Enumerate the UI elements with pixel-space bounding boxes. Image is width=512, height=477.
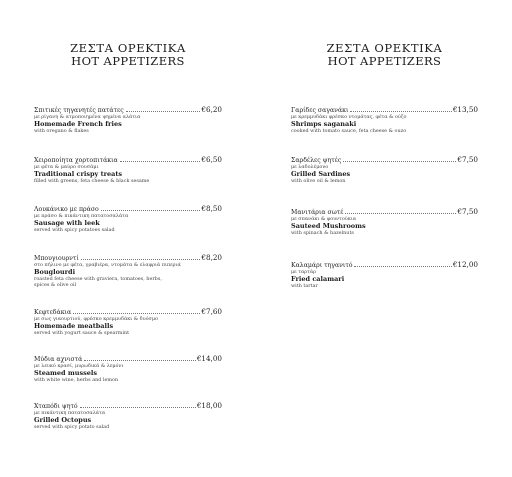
item-price: €13,50 bbox=[452, 105, 478, 114]
dot-leader bbox=[350, 111, 451, 112]
dot-leader bbox=[126, 111, 201, 112]
item-name-english: Traditional crispy treats bbox=[34, 170, 123, 179]
item-name-greek: Χειροποίητα χορτοπιτάκια bbox=[34, 157, 118, 164]
item-description-greek: με σπανάκι & φουντούκια bbox=[291, 216, 357, 222]
dot-leader bbox=[73, 313, 200, 314]
item-description-english: with oregano & flakes bbox=[34, 128, 89, 135]
item-description-english: served with yogurt sauce & spearmint bbox=[34, 330, 130, 337]
dot-leader bbox=[81, 259, 201, 260]
item-name-english: Homemade meatballs bbox=[34, 322, 114, 331]
item-description-greek: με λευκό κρασί, μυρωδικά & λεμόνι bbox=[34, 363, 124, 369]
item-price: €7,60 bbox=[201, 307, 222, 316]
item-name-english: Sausage with leek bbox=[34, 219, 100, 228]
menu-item bbox=[34, 307, 222, 336]
section-title-english: HOT APPETIZERS bbox=[71, 54, 185, 68]
menu-item bbox=[34, 253, 222, 289]
item-description-greek: με φέτα & μαύρο σουσάμι bbox=[34, 164, 99, 170]
dot-leader bbox=[120, 161, 201, 162]
item-name-english: Grilled Sardines bbox=[291, 170, 351, 179]
menu-item bbox=[291, 260, 478, 289]
dot-leader bbox=[354, 266, 451, 267]
item-price: €7,50 bbox=[457, 155, 478, 164]
item-name-greek: Γαρίδες σαγανάκι bbox=[291, 107, 349, 114]
item-description-english: cooked with tomato sauce, feta cheese & ouzo bbox=[291, 128, 407, 135]
item-name-greek: Μανιτάρια σωτέ bbox=[291, 209, 344, 216]
item-price: €12,00 bbox=[452, 260, 478, 269]
item-price: €8,50 bbox=[201, 204, 222, 213]
menu-item bbox=[34, 354, 222, 383]
item-description-english: with white wine, herbs and lemon bbox=[34, 377, 119, 384]
item-description-greek: με πράσο & πικάντικη πατατοσαλάτα bbox=[34, 213, 129, 219]
item-name-greek: Σαρδέλες ψητές bbox=[291, 157, 342, 164]
section-title-greek: ΖΕΣΤΑ ΟΡΕΚΤΙΚΑ bbox=[326, 41, 443, 55]
item-name-greek: Μύδια αχνιστά bbox=[34, 356, 83, 363]
item-description-english: served with spicy potato salad bbox=[34, 424, 110, 431]
section-heading bbox=[34, 42, 222, 68]
item-name-english: Grilled Octopus bbox=[34, 416, 92, 425]
menu-item bbox=[291, 105, 478, 134]
item-description-english: served with spicy potatoes salad bbox=[34, 227, 115, 234]
item-name-english: Fried calamari bbox=[291, 275, 345, 284]
item-description-greek: με λαδολέμονο bbox=[291, 164, 329, 170]
menu-item bbox=[291, 155, 478, 184]
item-description-english: roasted feta cheese with graviera, tomatoes, herbs, bbox=[34, 276, 162, 283]
item-description-greek: με σως γιαουρτιού, φρέσκο κρεμμυδάκι & δυόσμο bbox=[34, 316, 159, 322]
item-name-english: Sauteed Mushrooms bbox=[291, 222, 366, 231]
item-name-greek: Χταπόδι ψητό bbox=[34, 403, 78, 410]
item-description-greek: στο πήλινο με φέτα, γραβιέρα, ντομάτα & ελαφριά πιπεριά bbox=[34, 262, 181, 268]
item-name-greek: Μπουγιουρντί bbox=[34, 255, 79, 262]
item-description-english: with olive oil & lemon bbox=[291, 178, 346, 185]
dot-leader bbox=[80, 407, 196, 408]
item-price: €7,50 bbox=[457, 207, 478, 216]
item-name-english: Steamed mussels bbox=[34, 369, 98, 378]
item-description-english: filled with greens, feta cheese & black sesame bbox=[34, 178, 150, 185]
item-price: €6,20 bbox=[201, 105, 222, 114]
item-name-english: Homemade French fries bbox=[34, 120, 122, 129]
item-name-english: Bouglourdi bbox=[34, 268, 76, 277]
section-title-greek: ΖΕΣΤΑ ΟΡΕΚΤΙΚΑ bbox=[70, 41, 186, 55]
item-name-greek: Σπιτικές τηγανητές πατάτες bbox=[34, 107, 124, 114]
dot-leader bbox=[101, 210, 201, 211]
item-description-english: with spinach & hazelnuts bbox=[291, 230, 354, 237]
menu-item bbox=[291, 207, 478, 236]
item-price: €14,00 bbox=[196, 354, 222, 363]
menu-item bbox=[34, 105, 222, 134]
section-title-english: HOT APPETIZERS bbox=[327, 54, 442, 68]
menu-item bbox=[34, 155, 222, 184]
item-price: €6,50 bbox=[201, 155, 222, 164]
menu-item bbox=[34, 401, 222, 430]
item-name-greek: Λουκάνικο με πράσο bbox=[34, 206, 99, 213]
item-description-english-cont: spices & olive oil bbox=[34, 282, 77, 289]
item-name-greek: Καλαμάρι τηγανιτό bbox=[291, 262, 353, 269]
dot-leader bbox=[84, 360, 196, 361]
item-description-greek: με ταρτάρ bbox=[291, 269, 317, 275]
item-description-greek: με πικάντικη πατατοσαλάτα bbox=[34, 410, 106, 416]
item-name-english: Shrimps saganaki bbox=[291, 120, 357, 129]
item-description-greek: με ρίγανη & ατμοποιημένα ψημένα αλάτια bbox=[34, 114, 141, 120]
menu-item bbox=[34, 204, 222, 233]
item-price: €8,20 bbox=[201, 253, 222, 262]
item-price: €18,00 bbox=[196, 401, 222, 410]
item-description-greek: με κρεμμυδάκι φρέσκο ντομάτας, φέτα & ούζο bbox=[291, 114, 407, 120]
item-name-greek: Κεφτεδάκια bbox=[34, 309, 72, 316]
dot-leader bbox=[343, 161, 456, 162]
item-description-english: with tartar bbox=[291, 283, 318, 290]
section-heading bbox=[291, 42, 478, 68]
dot-leader bbox=[345, 213, 456, 214]
